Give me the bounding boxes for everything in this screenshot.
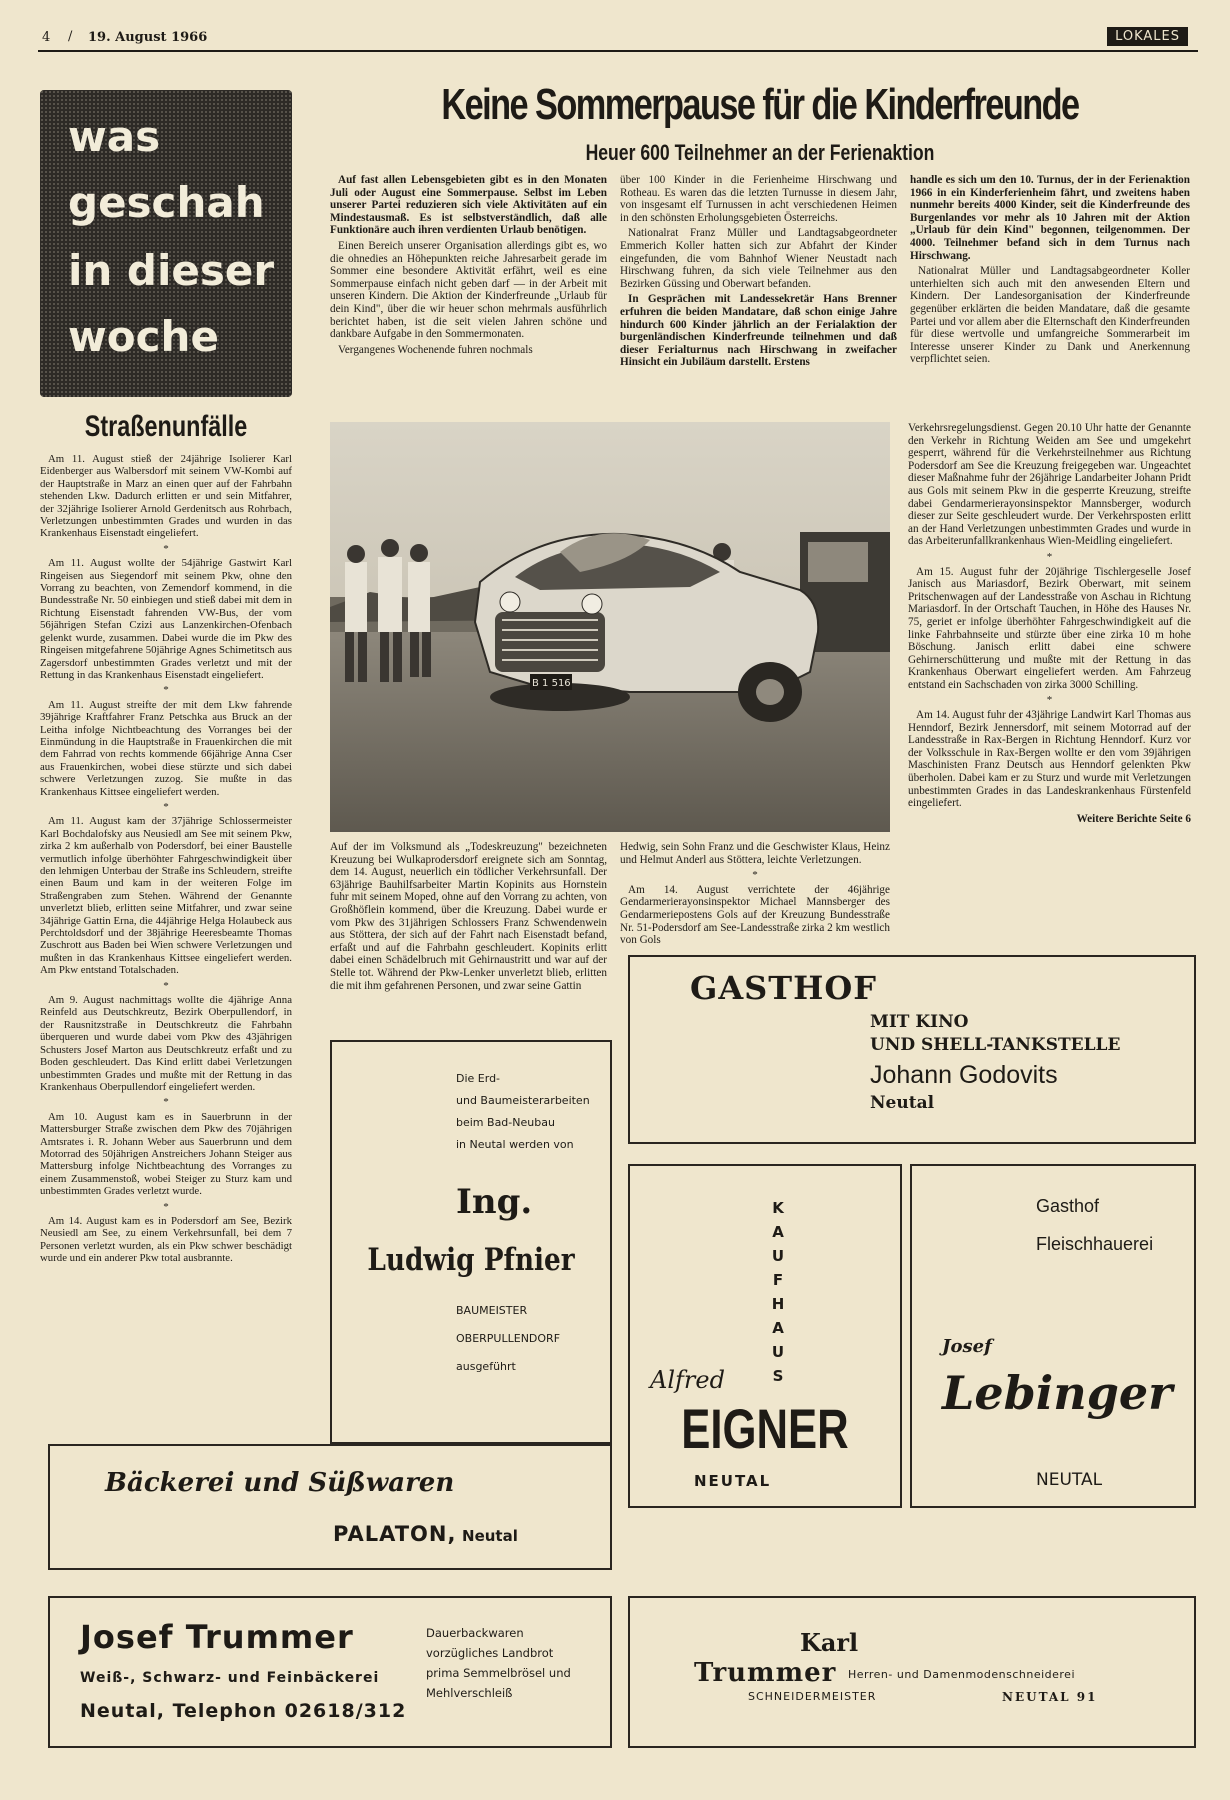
lead-col1-body: Einen Bereich unserer Organisation allerdings gibt es, wo die ohnedies an Höhepunkten reiche Jahresarbeit gerade im Sommer eine besondere Aktivität erfährt, weil es eine Sommerpause einfach nicht geben darf — in der Arbeit mit unseren Kindern. Die Aktion der Kinderfreunde „Urlaub für dein Kind", über die wir heuer schon mehrmals ausführlich berichtet haben, ist die seit vielen Jahren schöne und dankbare Aufgabe in den Sommermonaten. bbox=[330, 239, 607, 341]
page-header bbox=[38, 26, 1198, 50]
promo-line-3: in dieser bbox=[68, 246, 275, 295]
license-plate: B 1 516 bbox=[532, 678, 571, 689]
eigner-place: NEUTAL bbox=[694, 1472, 772, 1490]
gasthof-place: Neutal bbox=[870, 1093, 935, 1113]
accident-photo bbox=[330, 422, 890, 832]
lebinger-line-1: Gasthof bbox=[1036, 1196, 1100, 1216]
section-label: LOKALES bbox=[1107, 27, 1188, 46]
separator-star: * bbox=[1046, 694, 1053, 707]
lead-headline: Keine Sommerpause für die Kinderfreunde bbox=[441, 80, 1079, 129]
lead-subhead: Heuer 600 Teilnehmer an der Ferienaktion bbox=[585, 140, 935, 165]
separator-star: * bbox=[163, 1200, 169, 1213]
karl-trummer-role: SCHNEIDERMEISTER bbox=[748, 1690, 877, 1703]
palaton-name bbox=[333, 1522, 518, 1546]
photo-caption-text: Auf der im Volksmund als „Todeskreuzung" bezeichneten Kreuzung bei Wulkaprodersdorf ereignete sich am Sonntag, dem 14. August, neuerlich ein tödlicher Verkehrsunfall. Der 63jährige Bauhilfsarbeiter Martin Kopinits aus Hornstein fuhr mit seinem Moped, ohne auf den Vorrang zu achten, von Großhöflein kommend, über die Kreuzung. Dabei wurde er vom Pkw des 31jährigen Schlossers Franz Schwendenwein aus Stöttera, der sich auf der Fahrt nach Eisenstadt befand, erfaßt und auf die Fahrbahn geschleudert. Kopinits erlitt dabei einen Schädelbruch mit Gehirnaustritt und war auf der Stelle tot. Während der Pkw-Lenker unverletzt blieb, erlitten die mit ihm gefahrenen Personen, und zwar seine Gattin bbox=[330, 841, 607, 992]
karl-trummer-desc: Herren- und Damenmodenschneiderei bbox=[848, 1668, 1076, 1681]
photo-caption-col-2 bbox=[620, 841, 890, 950]
separator-star: * bbox=[163, 542, 169, 555]
gasthof-line-2: UND SHELL-TANKSTELLE bbox=[870, 1035, 1121, 1055]
gasthof-owner: Johann Godovits bbox=[870, 1061, 1058, 1089]
right-column bbox=[908, 422, 1191, 825]
accident-item: Am 14. August kam es in Podersdorf am See, Bezirk Neusiedl am See, zu einem Verkehrsunfall, bei dem 7 Personen verletzt wurden, als ein Pkw schwer beschädigt wurde und ein anderer Pkw total ausbrannte. bbox=[40, 1214, 292, 1265]
lead-col2-p1: über 100 Kinder in die Ferienheime Hirschwang und Rotheau. Es waren das die letzten Turnusse in diesem Jahr, von insgesamt elf Turnussen in acht verschiedenen Heimen in den schönsten Erholungsgebieten Österreichs. bbox=[620, 174, 897, 224]
accident-item: Am 11. August streifte der mit dem Lkw fahrende 39jährige Kraftfahrer Franz Petschka aus Bruck an der Leitha infolge Nichtbeachtung des Vorranges bei der Einmündung in die Hauptstraße in Frauenkirchen die mit dem Fahrrad von rechts kommende 66jährige Anna Cser aus Frauenkirchen, wobei diese stürzte und sich dabei schwere Verletzungen zuzog. Sie mußte in das Krankenhaus Kittsee eingeliefert werden. bbox=[40, 698, 292, 798]
right-col-p3: Am 14. August fuhr der 43jährige Landwirt Karl Thomas aus Henndorf, Bezirk Jennersdorf, mit seinem Motorrad auf der Landesstraße in Rax-Bergen in Richtung Henndorf. Kurz vor der Volksschule in Rax-Bergen wollte er den vom 39jährigen Maschinisten Franz Deutsch aus Henndorf gelenkten Pkw überholen. Dabei kam er zu Sturz und wurde mit Verletzungen unbestimmten Grades in das Landeskrankenhaus Fürstenfeld eingeliefert. bbox=[908, 709, 1191, 810]
pfnier-text-2: und Baumeisterarbeiten bbox=[456, 1094, 590, 1107]
page-number: 4 bbox=[42, 30, 51, 45]
accident-item: Am 11. August kam der 37jährige Schlossermeister Karl Bochdalofsky aus Neusiedl am See mit seinem Pkw, zirka 2 km außerhalb von Podersdorf, bei einer Baustelle vermutlich infolge überhöhter Fahrgeschwindigkeit über den lehmigen Unterbau der Straße ins Schleudern, streifte einen Baum und kam in der weiteren Folge im Straßengraben zum Stehen. Während der Genannte unverletzt blieb, erlitten seine Mitfahrer, und zwar seine 34jährige Gattin Erna, die 44jährige Helga Holaubeck aus Perchtoldsdorf und der 38jährige Heeresbeamte Thomas Zuschrott aus Baden bei Wien schwere Verletzungen und mußten in das Krankenhaus Kittsee eingeliefert werden. Am Pkw entstand Totalschaden. bbox=[40, 815, 292, 977]
pfnier-title: Ing. bbox=[456, 1182, 533, 1222]
separator-star: * bbox=[752, 869, 758, 882]
accidents-title: Straßenunfälle bbox=[84, 410, 248, 443]
lead-col3-p2: Nationalrat Müller und Landtagsabgeordneter Koller unterhielten sich auch mit den anwesenden Eltern und Kindern. Der Landesorganisation der Kinderfreunde gegenüber erklärten die beiden Mandatare, daß die gesamte Partei und vor allem aber die Elternschaft den Kinderfreunden für diese wertvolle und umfangreiche Sommerarbeit im Interesse unserer Kinder zu Dank und Anerkennung verpflichtet seien. bbox=[910, 265, 1190, 366]
josef-trummer-side-3: prima Semmelbrösel und bbox=[426, 1666, 571, 1680]
separator-star: * bbox=[163, 979, 169, 992]
palaton-script: Bäckerei und Süßwaren bbox=[105, 1468, 455, 1498]
lead-col2-p2: Nationalrat Franz Müller und Landtagsabgeordneter Emmerich Koller hatten sich zur Abfahrt der Kinder eingefunden, die vom Bahnhof Wiener Neustadt nach Hirschwang fuhren, da sich viele Teilnehmer aus den Bezirken Güssing und Oberwart befanden. bbox=[620, 227, 897, 290]
lebinger-line-2: Fleischhauerei bbox=[1036, 1234, 1154, 1254]
ad-josef-trummer bbox=[48, 1596, 612, 1748]
promo-line-4: woche bbox=[68, 312, 219, 361]
accident-item: Am 11. August wollte der 54jährige Gastwirt Karl Ringeisen aus Siegendorf mit seinem Pkw, ohne den Vorrang zu beachten, von Zemendorf kommend, in die Bundesstraße Nr. 50 einbiegen und stieß dabei mit dem in Richtung Eisenstadt fahrenden VW-Bus, der vom 56jährigen Stefan Czizi aus Lanzenkirchen-Ofenbach gelenkt wurde, zusammen. Dabei wurde die im Pkw des Ringeisen mitgefahrene 50jährige Agnes Schimetitsch aus Zagersdorf unbestimmten Grades verletzt und mit der Rettung in das Krankenhaus Eisenstadt eingeliefert. bbox=[40, 557, 292, 681]
header-separator: / bbox=[68, 29, 73, 44]
lead-col1-tail: Vergangenes Wochenende fuhren nochmals bbox=[338, 343, 533, 356]
lead-col-1 bbox=[330, 174, 607, 359]
pfnier-text-4: in Neutal werden von bbox=[456, 1138, 574, 1151]
ad-fleischhauerei-lebinger bbox=[910, 1164, 1196, 1508]
lead-col3-p1: handle es sich um den 10. Turnus, der in der Ferienaktion 1966 in ein Kinderferienheim fährt, und zweitens haben nunmehr bereits 4000 Kinder, seit die Kinderfreunde des Burgenlandes vor mehr als 10 Jahren mit der Aktion „Urlaub für dein Kind" begonnen, teilgenommen. Der 4000. Teilnehmer befand sich in dem Turnus nach Hirschwang. bbox=[910, 174, 1190, 262]
ad-karl-trummer bbox=[628, 1596, 1196, 1748]
josef-trummer-side-1: Dauerbackwaren bbox=[426, 1626, 524, 1640]
header-rule bbox=[38, 50, 1198, 52]
karl-trummer-name: Trummer bbox=[694, 1658, 837, 1688]
eigner-first-name: Alfred bbox=[650, 1366, 725, 1394]
eigner-vertical-label: KAUFHAUS bbox=[771, 1199, 785, 1385]
more-reports-link[interactable]: Weitere Berichte Seite 6 bbox=[1076, 812, 1191, 825]
pfnier-text-1: Die Erd- bbox=[456, 1072, 501, 1085]
ad-baeckerei-palaton bbox=[48, 1444, 612, 1570]
josef-trummer-side-4: Mehlverschleiß bbox=[426, 1686, 513, 1700]
photo-caption-col-1 bbox=[330, 841, 607, 995]
lead-col-2 bbox=[620, 174, 897, 372]
josef-trummer-line-2: Neutal, Telephon 02618/312 bbox=[80, 1700, 407, 1722]
karl-trummer-first: Karl bbox=[800, 1628, 859, 1657]
palaton-place: Neutal bbox=[462, 1527, 518, 1545]
crashed-car-photo bbox=[330, 422, 890, 832]
lead-col-3 bbox=[910, 174, 1190, 369]
separator-star: * bbox=[163, 1096, 169, 1109]
pfnier-role: BAUMEISTER bbox=[456, 1304, 528, 1317]
eigner-name: EIGNER bbox=[681, 1397, 849, 1460]
right-col-p1: Verkehrsregelungsdienst. Gegen 20.10 Uhr hatte der Genannte den Verkehr in Richtung Weiden am See und umgekehrt gesperrt, während für die Verkehrsteilnehmer aus Richtung Podersdorf am See die Kreuzung freigegeben war. Ungeachtet dieser Maßnahme fuhr der 26jährige Landarbeiter Johann Pridt aus Gols mit seinem Pkw in die gesperrte Kreuzung, streifte dabei Gendarmerierayonsinspektor Mannsberger, wodurch dieser zur Seite geschleudert wurde. Der Verkehrsposten erlitt an der Hand Verletzungen unbestimmten Grades und wurde in das Arbeiterunfallkrankenhaus Wien-Meidling eingeliefert. bbox=[908, 422, 1191, 548]
promo-box bbox=[40, 90, 292, 397]
pfnier-place: OBERPULLENDORF bbox=[456, 1332, 561, 1345]
separator-star: * bbox=[1046, 550, 1053, 563]
lead-col1-intro: Auf fast allen Lebensgebieten gibt es in den Monaten Juli oder August eine Sommerpause. Selbst im Leben unserer Partei reduzieren sich viele Aktivitäten auf ein Mindestausmaß. Es ist selbstverständlich, daß alle Funktionäre auch ihren verdienten Urlaub benötigen. bbox=[330, 174, 607, 237]
separator-star: * bbox=[163, 684, 169, 697]
issue-date: 19. August 1966 bbox=[88, 30, 208, 45]
lead-col2-p3: In Gesprächen mit Landessekretär Hans Brenner erfuhren die beiden Mandatare, daß schon einige Jahre hindurch 600 Kinder jährlich an der Ferialaktion der burgenländischen Kinderfreunde teilnehmen und daß dieser Ferialturnus nach Hirschwang in zweifacher Hinsicht ein Jubiläum darstellt. Erstens bbox=[620, 293, 897, 369]
promo-line-2: geschah bbox=[68, 178, 265, 227]
josef-trummer-side-2: vorzügliches Landbrot bbox=[426, 1646, 554, 1660]
gendarmerie-report-start: Am 14. August verrichtete der 46jährige Gendarmerierayonsinspektor Michael Mannsberger des Gendarmeriepostens Gols auf der Kreuzung Bundesstraße Nr. 51-Podersdorf am See-Landesstraße zirka 2 km westlich von Gols bbox=[620, 883, 890, 947]
promo-line-1: was bbox=[68, 112, 161, 161]
right-col-p2: Am 15. August fuhr der 20jährige Tischlergeselle Josef Janisch aus Mariasdorf, Bezirk Oberwart, mit seinem Pritschenwagen auf der Landesstraße von Aschau in Richtung Mariasdorf. In der Ortschaft Tauchen, in Höhe des Hauses Nr. 75, geriet er infolge überhöhter Fahrgeschwindigkeit auf die linke Fahrbahnseite und stürzte über eine zirka 10 m hohe Böschung. Janisch erlitt dabei eine schwere Gehirnerschütterung und mußte mit der Rettung in das Krankenhaus Oberwart eingeliefert werden. Am Fahrzeug entstand ein Sachschaden von zirka 3000 Schilling. bbox=[908, 565, 1191, 691]
accident-item: Am 10. August kam es in Sauerbrunn in der Mattersburger Straße zwischen dem Pkw des 70jährigen Amtsrates i. R. Johann Weber aus Sauerbrunn und dem Motorrad des 50jährigen Anstreichers Johann Steiger aus Mattersburg infolge Nichtbeachtung des Vorranges zu einem Zusammenstoß, wobei Steiger zu Sturz kam und unbestimmten Grades verletzt wurde. bbox=[40, 1110, 292, 1198]
pfnier-name: Ludwig Pfnier bbox=[367, 1242, 575, 1278]
ad-gasthof-godovits bbox=[628, 955, 1196, 1144]
josef-trummer-name: Josef Trummer bbox=[80, 1618, 354, 1656]
pfnier-text-3: beim Bad-Neubau bbox=[456, 1116, 555, 1129]
josef-trummer-line-1: Weiß-, Schwarz- und Feinbäckerei bbox=[80, 1670, 380, 1686]
accident-item: Am 11. August stieß der 24jährige Isolierer Karl Eidenberger aus Walbersdorf mit seinem VW-Kombi auf der Hauptstraße in Marz an einen quer auf der Fahrbahn stehenden Lkw. Dadurch erlitten er und sein Mitfahrer, der 32jährige Isolierer Arnold Gerdenitsch aus Rohrbach, Verletzungen unbestimmten Grades und wurden in das Krankenhaus Eisenstadt eingeliefert. bbox=[40, 453, 292, 540]
ad-ludwig-pfnier bbox=[330, 1040, 612, 1444]
karl-trummer-place: NEUTAL 91 bbox=[1002, 1690, 1098, 1704]
lebinger-first-name: Josef bbox=[942, 1336, 992, 1357]
separator-star: * bbox=[163, 800, 169, 813]
accidents-column bbox=[40, 453, 292, 1268]
accident-item: Am 9. August nachmittags wollte die 4jährige Anna Reinfeld aus Deutschkreutz, Bezirk Oberpullendorf, in der Rausnitzstraße in Deutschkreutz die Fahrbahn überqueren und wurde dabei vom Pkw des 43jährigen Schusters Josef Marton aus Deutschkreutz erfaßt und zu Boden geschleudert. Das Kind erlitt dabei Verletzungen unbestimmten Grades und mußte mit der Rettung in das Krankenhaus Oberpullendorf eingeliefert werden. bbox=[40, 994, 292, 1093]
palaton-brand: PALATON, bbox=[333, 1522, 457, 1546]
pfnier-done: ausgeführt bbox=[456, 1360, 516, 1373]
photo-caption-continued: Hedwig, sein Sohn Franz und die Geschwister Klaus, Heinz und Helmut Anderl aus Stöttera, leichte Verletzungen. bbox=[620, 841, 890, 866]
lebinger-name: Lebinger bbox=[942, 1366, 1173, 1420]
gasthof-line-1: MIT KINO bbox=[870, 1012, 969, 1032]
gasthof-title: GASTHOF bbox=[690, 969, 877, 1007]
ad-kaufhaus-eigner bbox=[628, 1164, 902, 1508]
lebinger-place: NEUTAL bbox=[1036, 1470, 1103, 1490]
